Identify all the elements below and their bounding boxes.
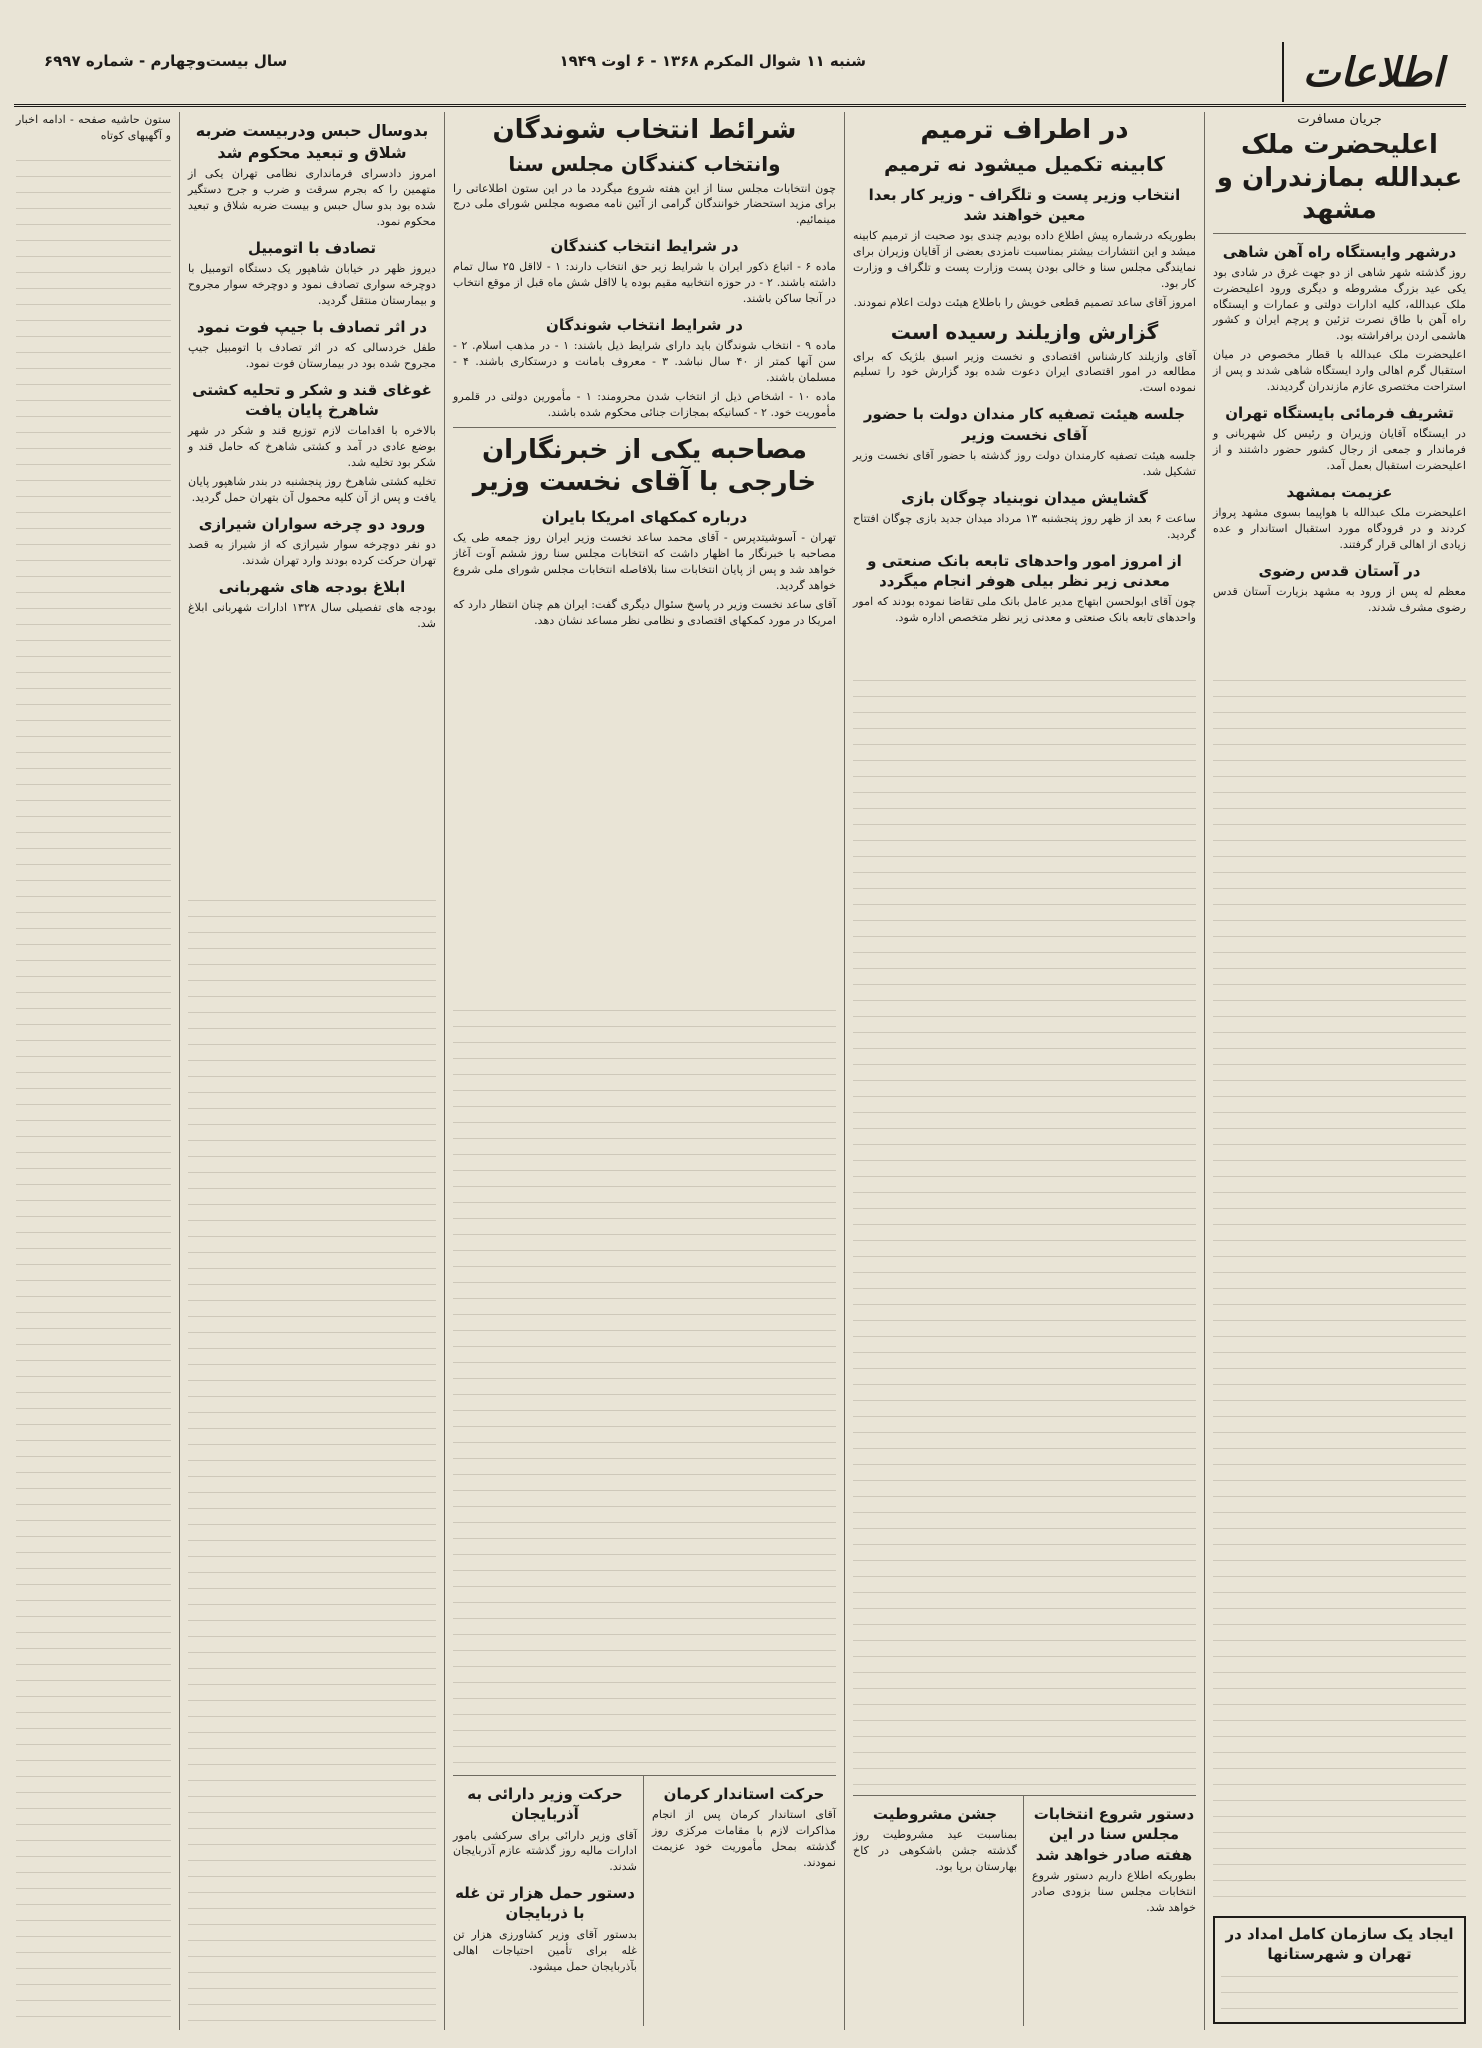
headline: در اثر تصادف با جیپ فوت نمود: [196, 317, 428, 336]
headline: در اطراف ترمیم: [920, 115, 1129, 145]
brief-headline: دستور شروع انتخابات مجلس سنا در این هفته صادر خواهد شد: [1033, 1805, 1195, 1864]
headline: غوغای قند و شکر و تحلیه کشتی شاهرخ پایان یافت: [192, 380, 432, 420]
brief-headline: حرکت وزیر دارائی به آذربایجان: [467, 1785, 623, 1824]
article-text: آقای وازیلند کارشناس اقتصادی و نخست وزیر اسبق بلژیک که برای مطالعه در امور اقتصادی ایران دعوت شده بود گزارش خود را تسلیم نموده است.: [853, 349, 1196, 395]
brief-text: آقای استاندار کرمان پس از انجام مذاکرات لازم با مقامات مرکزی روز گذشته بمحل مأموریت خود عزیمت نمودند.: [652, 1808, 836, 1869]
masthead: [14, 40, 1466, 107]
subheading: عزیمت بمشهد: [1286, 482, 1393, 501]
headline: گزارش وازیلند رسیده است: [890, 319, 1159, 344]
brief-text: آقای وزیر دارائی برای سرکشی بامور ادارات مالیه روز گذشته عازم آذربایجان شدند.: [453, 1828, 637, 1874]
article-text: ستون حاشیه صفحه - ادامه اخبار و آگهیهای کوتاه: [16, 113, 171, 142]
article-text: تهران - آسوشیتدپرس - آقای محمد ساعد نخست وزیر ایران روز جمعه طی یک مصاحبه با خبرنگار ما اظهار داشت که انتخابات مجلس سنا روز ششم آوت آغاز خواهد شد و پس از پایان انتخابات سنا بلافاصله انتخابات مجلس شورای ملی شروع خواهد گردید.: [453, 531, 836, 592]
article-text: جلسه هیئت تصفیه کارمندان دولت روز گذشته با حضور آقای نخست وزیر تشکیل شد.: [853, 448, 1196, 478]
article-text: ساعت ۶ بعد از ظهر روز پنجشنبه ۱۳ مرداد میدان جدید بازی چوگان افتتاح گردید.: [853, 511, 1196, 541]
text-lines: [16, 152, 171, 2022]
article-text: اعلیحضرت ملک عبدالله با قطار مخصوص در میان استقبال گرم اهالی وارد ایستگاه شاهی شدند و پس از استراحت مختصری عازم مازندران گردیدند.: [1213, 348, 1466, 394]
headline: از امروز امور واحدهای تابعه بانک صنعتی و معدنی زیر نظر بیلی هوفر انجام میگردد: [867, 551, 1182, 590]
article-text: در ایستگاه آقایان وزیران و رئیس کل شهربانی و فرماندار و جمعی از رجال کشور حضور داشتند و از اعلیحضرت استقبال بعمل آمد.: [1213, 427, 1466, 473]
brief-1: [1032, 1796, 1196, 2026]
dateline: شنبه ۱۱ شوال المکرم ۱۳۶۸ - ۶ اوت ۱۹۴۹: [559, 52, 866, 70]
brief-text: بطوریکه اطلاع داریم دستور شروع انتخابات مجلس سنا بزودی صادر خواهد شد.: [1032, 1868, 1196, 1914]
article-text: چون انتخابات مجلس سنا از این هفته شروع میگردد ما در این ستون اطلاعاتی را برای مزید استحضار خوانندگان گرامی از آئین نامه مصوبه مجلس شورای ملی درج مینمائیم.: [453, 181, 836, 227]
issue-line: سال بیست‌وچهارم - شماره ۶۹۹۷: [44, 52, 288, 70]
headline: مصاحبه یکی از خبرنگاران خارجی با آقای نخست وزیر: [472, 434, 817, 498]
deck: انتخاب وزیر پست و تلگراف - وزیر کار بعدا معین خواهند شد: [868, 185, 1181, 224]
brief-1: [652, 1776, 836, 2026]
subheading: تشریف فرمائی بایستگاه تهران: [1225, 404, 1454, 422]
divider: [1213, 233, 1466, 234]
article-text: تخلیه کشتی شاهرخ روز پنجشنبه در بندر شاهپور پایان یافت و پس از آن کلیه محمول آن بتهران حمل گردید.: [188, 475, 436, 504]
article-text: طفل خردسالی که در اثر تصادف با اتومبیل جیپ مجروح شده بود در بیمارستان فوت نمود.: [188, 341, 436, 370]
article-text: ماده ۶ - اتباع ذکور ایران با شرایط زیر حق انتخاب دارند: ۱ - لااقل ۲۵ سال تمام داشته باشند. ۲ - در حوزه انتخابیه مقیم بوده یا لااقل شش ماه قبل از موقع انتخاب در آنجا ساکن باشند.: [453, 260, 837, 306]
newspaper-logo: اطلاعات: [1282, 42, 1462, 102]
subheading: در شرایط انتخاب کنندگان: [550, 237, 739, 256]
column-3: [444, 112, 844, 2030]
text-lines: [188, 892, 436, 2022]
brief-headline: جشن مشروطیت: [872, 1805, 998, 1823]
article-text: بطوریکه درشماره پیش اطلاع داده بودیم چندی بود صحبت از ترمیم کابینه میشد و این انتشارات بیشتر بمناسبت نامزدی بعضی از آقایان وزیران برای نمایندگی مجلس سنا و خالی بودن پست وزارت پست و تلگراف و وزارت کار بود.: [853, 229, 1196, 290]
brief-text: بدستور آقای وزیر کشاورزی هزار تن غله برای تأمین احتیاجات اهالی بآذربایجان حمل میشود.: [453, 1927, 637, 1973]
subheadline: وانتخاب کنندگان مجلس سنا: [508, 151, 781, 176]
subheading: درشهر وایستگاه راه آهن شاهی: [1222, 242, 1457, 261]
article-text: روز گذشته شهر شاهی از دو جهت غرق در شادی بود یکی عید بزرگ مشروطه و دیگری ورود اعلیحضرت ملک عبدالله، کلیه ادارات دولتی و عمارات و ایستگاه راه آهن با طاق نصرت تزئین و پرچم ایران و کشور هاشمی اردن برافراشته بود.: [1213, 265, 1466, 343]
headline: گشایش میدان نوبنیاد چوگان بازی: [901, 488, 1148, 507]
article-text: ماده ۱۰ - اشخاص ذیل از انتخاب شدن محرومند: ۱ - مأمورین دولتی در قلمرو مأموریت خود. ۲ - کسانیکه بمجازات جنائی محکوم شده باشند.: [453, 390, 836, 420]
divider: [453, 427, 836, 428]
box-headline: ایجاد یک سازمان کامل امداد در تهران و شهرستانها: [1225, 1925, 1454, 1964]
article-text: دو نفر دوچرخه سوار شیرازی که از شیراز به قصد تهران حرکت کرده بودند وارد تهران شدند.: [188, 538, 436, 568]
headline: شرائط انتخاب شوندگان: [492, 115, 797, 145]
kicker: جریان مسافرت: [1297, 112, 1382, 127]
article-text: دیروز ظهر در خیابان شاهپور یک دستگاه اتومبیل با دوچرخه سواری تصادف نمود و دوچرخه سوار مجروح و بیمارستان منتقل گردید.: [188, 262, 436, 307]
brief-headline: حرکت استاندار کرمان: [663, 1785, 825, 1803]
column-4: [179, 112, 444, 2030]
text-lines: [1213, 672, 1466, 1910]
brief-2: [853, 1796, 1024, 2026]
headline: تصادف با اتومبیل: [248, 238, 376, 257]
text-lines: [853, 672, 1196, 1790]
article-text: چون آقای ابولحسن ابتهاج مدیر عامل بانک ملی تقاضا نموده بودند که امور واحدهای تابعه بانک صنعتی و معدنی زیر نظر متخصص اداره شود.: [853, 595, 1196, 625]
headline: جلسه هیئت تصفیه کار مندان دولت با حضور آقای نخست وزیر: [863, 405, 1186, 444]
article-text: امروز دادسرای فرمانداری نظامی تهران یکی از متهمین را که بجرم سرقت و ضرب و جرح دستگیر شده بود بدو سال حبس و بیست ضربه شلاق و تبعید محکوم نمود.: [188, 167, 436, 228]
headline: ورود دو چرخه سواران شیرازی: [198, 514, 426, 533]
subheadline: کابینه تکمیل میشود نه ترمیم: [883, 151, 1166, 176]
subheading: در آستان قدس رضوی: [1258, 561, 1421, 580]
brief-text: بمناسبت عید مشروطیت روز گذشته جشن باشکوهی در کاخ بهارستان برپا بود.: [853, 1828, 1017, 1874]
article-text: امروز آقای ساعد تصمیم قطعی خویش را باطلاع هیئت دولت اعلام نمودند.: [853, 295, 1196, 309]
boxed-article: [1213, 1916, 1466, 2024]
bottom-briefs: [853, 1795, 1196, 2026]
subheading: در شرایط انتخاب شوندگان: [546, 316, 743, 335]
article-text: بودجه های تفصیلی سال ۱۳۲۸ ادارات شهربانی ابلاغ شد.: [188, 601, 436, 631]
article-text: بالاخره با اقدامات لازم توزیع قند و شکر در شهر بوضع عادی در آمد و کشتی شاهرخ که حامل قند و شکر بود تخلیه شد.: [188, 424, 436, 470]
subheading: درباره کمکهای امریکا بایران: [541, 507, 748, 526]
column-5: [8, 112, 179, 2030]
column-1: [1204, 112, 1474, 2030]
text-lines: [453, 1002, 836, 1770]
article-text: اعلیحضرت ملک عبدالله با هواپیما بسوی مشهد پرواز کردند و در فرودگاه مورد استقبال استاندار و عده زیادی از اهالی قرار گرفتند.: [1213, 506, 1466, 552]
headline: ابلاغ بودجه های شهربانی: [218, 577, 406, 596]
brief-2: [453, 1776, 644, 2026]
headline: اعلیحضرت ملک عبدالله بمازندران و مشهد: [1216, 130, 1463, 225]
bottom-briefs: [453, 1775, 836, 2026]
article-text: ماده ۹ - انتخاب شوندگان باید دارای شرایط ذیل باشند: ۱ - در مذهب اسلام. ۲ - سن آنها کمتر از ۴۰ سال نباشد. ۳ - معروف بامانت و درستکاری باشند. ۴ - مسلمان باشند.: [453, 339, 837, 385]
column-2: [844, 112, 1204, 2030]
headline: بدوسال حبس ودربیست ضربه شلاق و تبعید محکوم شد: [195, 121, 429, 162]
brief-headline: دستور حمل هزار تن غله با ذربایجان: [455, 1884, 635, 1923]
article-text: معظم له پس از ورود به مشهد بزیارت آستان قدس رضوی مشرف شدند.: [1213, 585, 1466, 615]
article-text: آقای ساعد نخست وزیر در پاسخ سئوال دیگری گفت: ایران هم چنان انتظار دارد که امریکا در مورد کمکهای اقتصادی و نظامی نظر مساعد نشان دهد.: [453, 597, 836, 627]
